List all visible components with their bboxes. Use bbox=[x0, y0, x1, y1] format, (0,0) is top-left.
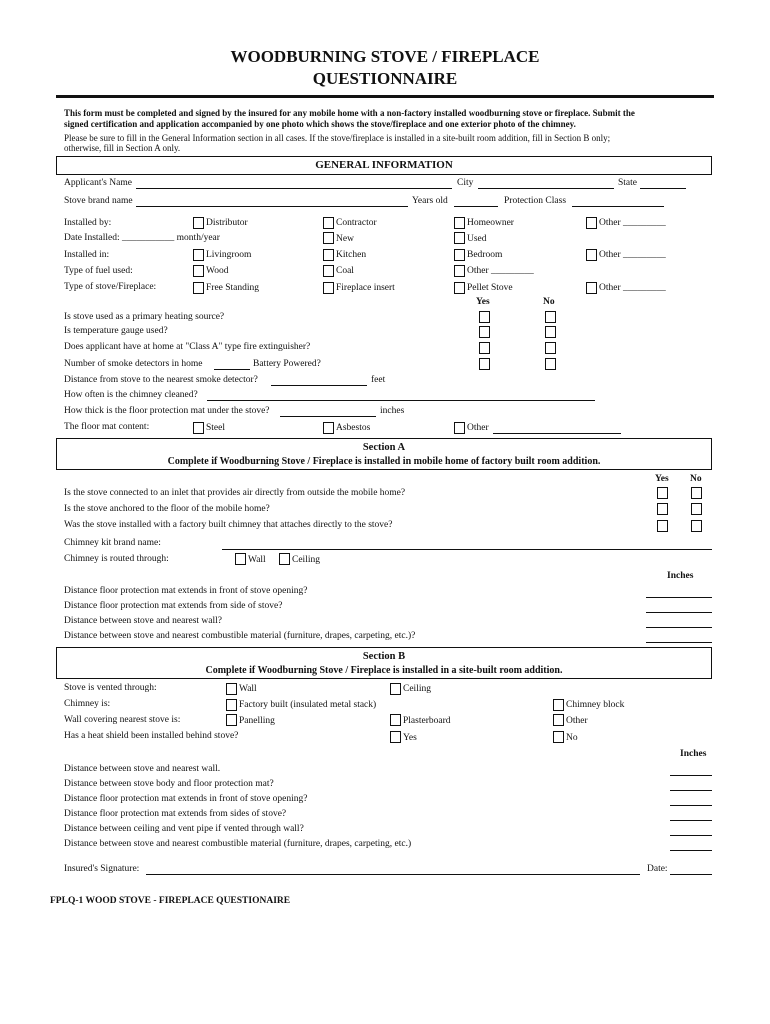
contractor-checkbox[interactable] bbox=[323, 217, 334, 229]
wall-covering-label: Wall covering nearest stove is: bbox=[64, 715, 181, 725]
date-label: Date: bbox=[647, 864, 668, 874]
mat-front-question: Distance floor protection mat extends in front of stove opening? bbox=[64, 586, 308, 596]
steel-label: Steel bbox=[206, 423, 225, 433]
b-nearest-wall-field[interactable] bbox=[670, 775, 712, 776]
extinguisher-no-checkbox[interactable] bbox=[545, 342, 556, 354]
stove-brand-label: Stove brand name bbox=[64, 196, 133, 206]
section-b-subtitle: Complete if Woodburning Stove / Fireplace is installed in a site-built room addition. bbox=[205, 665, 563, 676]
b-ceiling-vent-field[interactable] bbox=[670, 835, 712, 836]
fireplace-insert-label: Fireplace insert bbox=[336, 283, 395, 293]
heat-shield-no-checkbox[interactable] bbox=[553, 731, 564, 743]
applicant-name-field[interactable] bbox=[136, 188, 452, 189]
new-label: New bbox=[336, 234, 354, 244]
wood-checkbox[interactable] bbox=[193, 265, 204, 277]
battery-yes-checkbox[interactable] bbox=[479, 358, 490, 370]
signature-label: Insured's Signature: bbox=[64, 864, 140, 874]
protection-class-label: Protection Class bbox=[504, 196, 567, 206]
floor-mat-thickness-question: How thick is the floor protection mat under the stove? bbox=[64, 406, 270, 416]
title-divider bbox=[56, 95, 714, 98]
vented-wall-label: Wall bbox=[239, 684, 257, 694]
vented-ceiling-label: Ceiling bbox=[403, 684, 431, 694]
pellet-stove-label: Pellet Stove bbox=[467, 283, 513, 293]
general-info-header bbox=[56, 156, 712, 175]
temperature-gauge-no-checkbox[interactable] bbox=[545, 326, 556, 338]
routed-ceiling-label: Ceiling bbox=[292, 555, 320, 565]
b-mat-front-question: Distance floor protection mat extends in front of stove opening? bbox=[64, 794, 308, 804]
state-label: State bbox=[618, 178, 637, 188]
section-b-title: Section B bbox=[362, 651, 406, 662]
outside-air-no-checkbox[interactable] bbox=[691, 487, 702, 499]
chimney-kit-brand-label: Chimney kit brand name: bbox=[64, 538, 161, 548]
primary-heating-yes-checkbox[interactable] bbox=[479, 311, 490, 323]
signature-field[interactable] bbox=[146, 874, 640, 875]
b-combustible-field[interactable] bbox=[670, 850, 712, 851]
section-a-no-header: No bbox=[690, 474, 702, 484]
b-nearest-wall-question: Distance between stove and nearest wall. bbox=[64, 764, 221, 774]
city-field[interactable] bbox=[478, 188, 614, 189]
general-info-heading: GENERAL INFORMATION bbox=[315, 159, 453, 171]
floor-mat-content-label: The floor mat content: bbox=[64, 422, 150, 432]
nearest-wall-question: Distance between stove and nearest wall? bbox=[64, 616, 223, 626]
chimney-is-label: Chimney is: bbox=[64, 699, 111, 709]
anchored-question: Is the stove anchored to the floor of the mobile home? bbox=[64, 504, 270, 514]
factory-chimney-question: Was the stove installed with a factory built chimney that attaches directly to the stove? bbox=[64, 520, 393, 530]
temperature-gauge-question: Is temperature gauge used? bbox=[64, 326, 168, 336]
steel-checkbox[interactable] bbox=[193, 422, 204, 434]
b-mat-sides-field[interactable] bbox=[670, 820, 712, 821]
wall-covering-other-checkbox[interactable] bbox=[553, 714, 564, 726]
heat-shield-yes-label: Yes bbox=[403, 733, 417, 743]
chimney-block-label: Chimney block bbox=[566, 700, 625, 710]
fuel-label: Type of fuel used: bbox=[64, 266, 133, 276]
section-a-inches-header: Inches bbox=[667, 571, 694, 581]
b-mat-sides-question: Distance floor protection mat extends from sides of stove? bbox=[64, 809, 287, 819]
distributor-checkbox[interactable] bbox=[193, 217, 204, 229]
installed-in-other-label: Other _________ bbox=[599, 250, 666, 260]
installed-by-label: Installed by: bbox=[64, 218, 112, 228]
mat-other-checkbox[interactable] bbox=[454, 422, 465, 434]
bedroom-label: Bedroom bbox=[467, 250, 503, 260]
bedroom-checkbox[interactable] bbox=[454, 249, 465, 261]
fuel-other-checkbox[interactable] bbox=[454, 265, 465, 277]
factory-built-label: Factory built (insulated metal stack) bbox=[239, 700, 377, 710]
heat-shield-question: Has a heat shield been installed behind stove? bbox=[64, 731, 239, 741]
vented-through-label: Stove is vented through: bbox=[64, 683, 157, 693]
chimney-block-checkbox[interactable] bbox=[553, 699, 564, 711]
section-b-inches-header: Inches bbox=[680, 749, 707, 759]
form-title-line2: QUESTIONNAIRE bbox=[312, 69, 458, 88]
routed-wall-checkbox[interactable] bbox=[235, 553, 246, 565]
state-field[interactable] bbox=[640, 188, 686, 189]
general-yes-header: Yes bbox=[476, 297, 490, 307]
asbestos-checkbox[interactable] bbox=[323, 422, 334, 434]
coal-checkbox[interactable] bbox=[323, 265, 334, 277]
anchored-yes-checkbox[interactable] bbox=[657, 503, 668, 515]
factory-chimney-yes-checkbox[interactable] bbox=[657, 520, 668, 532]
applicant-name-label: Applicant's Name bbox=[64, 178, 132, 188]
installed-in-label: Installed in: bbox=[64, 250, 110, 260]
b-combustible-question: Distance between stove and nearest combustible material (furniture, drapes, carpeting, etc.) bbox=[64, 839, 412, 849]
new-checkbox[interactable] bbox=[323, 232, 334, 244]
general-no-header: No bbox=[543, 297, 555, 307]
heat-shield-yes-checkbox[interactable] bbox=[390, 731, 401, 743]
heat-shield-no-label: No bbox=[566, 733, 578, 743]
section-a-yes-header: Yes bbox=[655, 474, 669, 484]
b-stove-body-question: Distance between stove body and floor protection mat? bbox=[64, 779, 274, 789]
primary-heating-question: Is stove used as a primary heating source? bbox=[64, 312, 225, 322]
contractor-label: Contractor bbox=[336, 218, 377, 228]
free-standing-label: Free Standing bbox=[206, 283, 260, 293]
livingroom-checkbox[interactable] bbox=[193, 249, 204, 261]
distributor-label: Distributor bbox=[206, 218, 248, 228]
intro-line3: Please be sure to fill in the General Information section in all cases. If the stove/fireplace is installed in a site-built room addition, fill in Section B only; bbox=[64, 133, 611, 143]
used-label: Used bbox=[467, 234, 487, 244]
routed-ceiling-checkbox[interactable] bbox=[279, 553, 290, 565]
plasterboard-checkbox[interactable] bbox=[390, 714, 401, 726]
coal-label: Coal bbox=[336, 266, 354, 276]
inches-label: inches bbox=[380, 406, 405, 416]
vented-ceiling-checkbox[interactable] bbox=[390, 683, 401, 695]
detector-distance-field[interactable] bbox=[271, 385, 367, 386]
section-a-title: Section A bbox=[362, 442, 406, 453]
kitchen-label: Kitchen bbox=[336, 250, 367, 260]
routed-wall-label: Wall bbox=[248, 555, 266, 565]
stove-type-other-label: Other _________ bbox=[599, 283, 666, 293]
date-field[interactable] bbox=[670, 874, 712, 875]
installed-by-other-checkbox[interactable] bbox=[586, 217, 597, 229]
chimney-routed-label: Chimney is routed through: bbox=[64, 554, 169, 564]
years-old-label: Years old bbox=[412, 196, 448, 206]
mat-other-label: Other bbox=[467, 423, 489, 433]
smoke-detectors-question: Number of smoke detectors in home bbox=[64, 359, 203, 369]
form-title-line1: WOODBURNING STOVE / FIREPLACE bbox=[230, 47, 540, 66]
chimney-cleaned-field[interactable] bbox=[207, 400, 595, 401]
homeowner-checkbox[interactable] bbox=[454, 217, 465, 229]
stove-brand-field[interactable] bbox=[136, 206, 408, 207]
factory-built-checkbox[interactable] bbox=[226, 699, 237, 711]
city-label: City bbox=[457, 178, 474, 188]
free-standing-checkbox[interactable] bbox=[193, 282, 204, 294]
protection-class-field[interactable] bbox=[572, 206, 664, 207]
section-a-subtitle: Complete if Woodburning Stove / Fireplace is installed in mobile home of factory built room addition. bbox=[167, 456, 601, 467]
pellet-stove-checkbox[interactable] bbox=[454, 282, 465, 294]
combustible-field[interactable] bbox=[646, 642, 712, 643]
section-b-header bbox=[56, 647, 712, 679]
intro-line4: otherwise, fill in Section A only. bbox=[64, 143, 181, 153]
temperature-gauge-yes-checkbox[interactable] bbox=[479, 326, 490, 338]
livingroom-label: Livingroom bbox=[206, 250, 252, 260]
battery-powered-label: Battery Powered? bbox=[253, 359, 321, 369]
homeowner-label: Homeowner bbox=[467, 218, 514, 228]
smoke-detectors-count-field[interactable] bbox=[214, 369, 250, 370]
mat-side-field[interactable] bbox=[646, 612, 712, 613]
asbestos-label: Asbestos bbox=[336, 423, 371, 433]
battery-no-checkbox[interactable] bbox=[545, 358, 556, 370]
panelling-label: Panelling bbox=[239, 716, 275, 726]
mat-front-field[interactable] bbox=[646, 597, 712, 598]
fireplace-insert-checkbox[interactable] bbox=[323, 282, 334, 294]
form-footer: FPLQ-1 WOOD STOVE - FIREPLACE QUESTIONAIRE bbox=[50, 896, 291, 906]
vented-wall-checkbox[interactable] bbox=[226, 683, 237, 695]
chimney-cleaned-question: How often is the chimney cleaned? bbox=[64, 390, 198, 400]
wood-label: Wood bbox=[206, 266, 229, 276]
extinguisher-yes-checkbox[interactable] bbox=[479, 342, 490, 354]
wall-covering-other-label: Other bbox=[566, 716, 588, 726]
chimney-kit-brand-field[interactable] bbox=[222, 549, 712, 550]
used-checkbox[interactable] bbox=[454, 232, 465, 244]
installed-by-other-label: Other _________ bbox=[599, 218, 666, 228]
stove-type-other-checkbox[interactable] bbox=[586, 282, 597, 294]
mat-other-field[interactable] bbox=[493, 433, 621, 434]
installed-in-other-checkbox[interactable] bbox=[586, 249, 597, 261]
mat-side-question: Distance floor protection mat extends from side of stove? bbox=[64, 601, 283, 611]
intro-line2: signed certification and application accompanied by one photo which shows the stove/fireplace and one exterior photo of the chimney. bbox=[64, 119, 576, 129]
floor-mat-thickness-field[interactable] bbox=[280, 416, 376, 417]
combustible-question: Distance between stove and nearest combustible material (furniture, drapes, carpeting, etc.)? bbox=[64, 631, 416, 641]
panelling-checkbox[interactable] bbox=[226, 714, 237, 726]
plasterboard-label: Plasterboard bbox=[403, 716, 451, 726]
date-installed-label: Date Installed: ___________ month/year bbox=[64, 233, 220, 243]
fuel-other-label: Other _________ bbox=[467, 266, 534, 276]
nearest-wall-field[interactable] bbox=[646, 627, 712, 628]
b-ceiling-vent-question: Distance between ceiling and vent pipe if vented through wall? bbox=[64, 824, 304, 834]
kitchen-checkbox[interactable] bbox=[323, 249, 334, 261]
detector-distance-question: Distance from stove to the nearest smoke detector? bbox=[64, 375, 258, 385]
stove-type-label: Type of stove/Fireplace: bbox=[64, 282, 157, 292]
outside-air-yes-checkbox[interactable] bbox=[657, 487, 668, 499]
b-mat-front-field[interactable] bbox=[670, 805, 712, 806]
primary-heating-no-checkbox[interactable] bbox=[545, 311, 556, 323]
outside-air-question: Is the stove connected to an inlet that provides air directly from outside the mobile home? bbox=[64, 488, 406, 498]
section-a-header bbox=[56, 438, 712, 470]
feet-label: feet bbox=[371, 375, 386, 385]
b-stove-body-field[interactable] bbox=[670, 790, 712, 791]
factory-chimney-no-checkbox[interactable] bbox=[691, 520, 702, 532]
extinguisher-question: Does applicant have at home at "Class A" type fire extinguisher? bbox=[64, 342, 311, 352]
anchored-no-checkbox[interactable] bbox=[691, 503, 702, 515]
intro-line1: This form must be completed and signed by the insured for any mobile home with a non-factory installed woodburning stove or fireplace. Submit the bbox=[64, 108, 635, 118]
years-old-field[interactable] bbox=[454, 206, 498, 207]
